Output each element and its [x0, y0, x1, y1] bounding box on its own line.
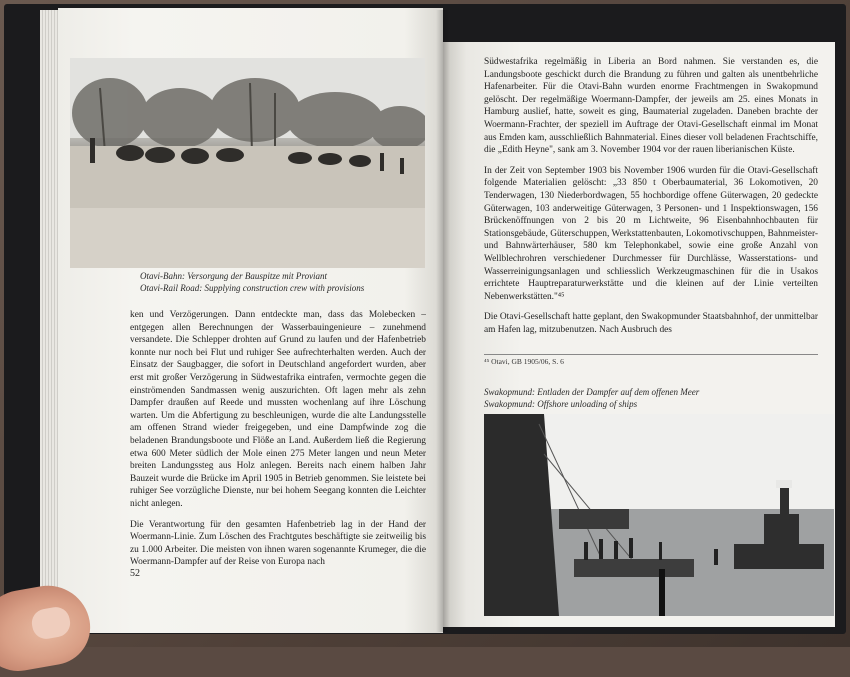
left-paragraph: ken und Verzögerungen. Dann entdeckte man, dass das Molebecken – entgegen allen Berechnungen der Wasserbauingenieure – zunehmend versandete. Die Schlepper drohten auf Grund zu laufen und der Hafenbetrieb konnte nur noch bei Flut und ruhiger See aufrechterhalten werden. Auch der Einsatz der Saugbagger, die sofort in Deutschland angefordert wurden, aber erst mit großer Verzögerung in Südwestafrika eintrafen, vermochte gegen die einströmenden Sandmassen wenig auszurichten. Oft lagen mehr als zehn Dampfer draußen auf Reede und mussten wochenlang auf ihre Löschung warten. Um die Abfertigung zu beschleunigen, wurde die alte Landungsstelle am offenen Strand wieder freigegeben, und eine Dampfwinde zog die beladenen Brandungsboote und Flöße an Land. Außerdem ließ die Regierung etwa 600 Meter südlich der Mole einen 275 Meter langen und neun Meter breiten Landungssteg aus Holz anlegen. Bereits nach einem halben Jahr Bauzeit wurde die Brücke im April 1905 in Betrieb genommen. Sie leistete bei ruhiger See vorzügliche Dienste, nur bei hohem Seegang konnten die Leichter nicht anlegen.	[130, 310, 426, 509]
right-paragraph: Die Otavi-Gesellschaft hatte geplant, den Swakopmunder Staatsbahnhof, der unmittelbar am Hafen lag, mitzubenutzen. Nach Ausbruch des	[484, 312, 818, 335]
right-caption-english: Swakopmund: Offshore unloading of ships	[484, 399, 638, 409]
left-body-text	[130, 309, 426, 577]
right-paragraph: Südwestafrika regelmäßig in Liberia an Bord nahmen. Sie verstanden es, die Landungsboote geschickt durch die Brandung zu führen und galten als unentbehrliche Hafenarbeiter. Für die Otavi-Bahn wurden enorme Frachtmengen in Swakopmund gelöscht. Der regelmäßige Woermann-Dampfer, der jeweils am 25. eines Monats in Hamburg auslief, hatte, soweit es ging, Baumaterial zugeladen. Daneben brachte der Woermann-Frachter, der speziell im Auftrage der Otavi-Gesellschaft einmal im Monat aus Emden kam, ausschließlich Bahnmaterial. Eines dieser voll beladenen Frachtschiffe, die „Edith Heyne", sank am 3. November 1904 vor der rauen liberianischen Küste.	[484, 57, 818, 156]
ship-unloading-photo	[484, 414, 834, 616]
ox-wagon-illustration	[70, 58, 425, 268]
page-number: 52	[130, 568, 140, 579]
footnote: ⁴⁵ Otavi, GB 1905/06, S. 6	[484, 354, 818, 366]
right-photo-caption	[484, 386, 824, 410]
book-gutter	[436, 10, 450, 632]
ox-wagon-photo	[70, 58, 425, 268]
ship-unloading-illustration	[484, 414, 834, 616]
right-caption-german: Swakopmund: Entladen der Dampfer auf dem offenen Meer	[484, 387, 700, 397]
left-photo-caption	[140, 270, 425, 294]
right-paragraph: In der Zeit von September 1903 bis November 1906 wurden für die Otavi-Gesellschaft folgende Materialien gelöscht: „33 850 t Oberbaumaterial, 36 Lokomotiven, 20 Tenderwagen, 130 Niederbordwagen, 55 hochbordige offene Güterwagen, 20 gedeckte Güterwagen, 103 anderweitige Güterwagen, 3 Personen- und 1 Inspektionswagen, 156 Brückenöffnungen von 2 bis 20 m Lichtweite, 96 Eisenbahnhochbauten für Stationsgebäude, Güterschuppen, Werkstattenbauten, Lokomotivschuppen, Bahnmeister- und Bahnwärterhäuser, 580 km Telephonkabel, sowie eine große Anzahl von Wellblechrohren verschiedener Durchmesser für Durchlässe, Wasserstations- und Wasserreinigungsanlagen und schliesslich Werkzeugmaschinen für die in Usakos errichtete Hauptreparaturwerkstätte und die kleinen auf der Linie verteilten Nebenwerkstätten."⁴⁵	[484, 165, 818, 302]
right-body-text	[484, 56, 818, 344]
left-paragraph: Die Verantwortung für den gesamten Hafenbetrieb lag in der Hand der Woermann-Linie. Zum Löschen des Frachtgutes beschäftigte sie zeitweilig bis zu 1.000 Arbeiter. Die meisten von ihnen waren sogenannte Krumeger, die die Woermann-Dampfer auf der Reise von Europa nach	[130, 519, 426, 568]
left-caption-german: Otavi-Bahn: Versorgung der Bauspitze mit Proviant	[140, 271, 328, 281]
left-caption-english: Otavi-Rail Road: Supplying construction crew with provisions	[140, 283, 365, 293]
